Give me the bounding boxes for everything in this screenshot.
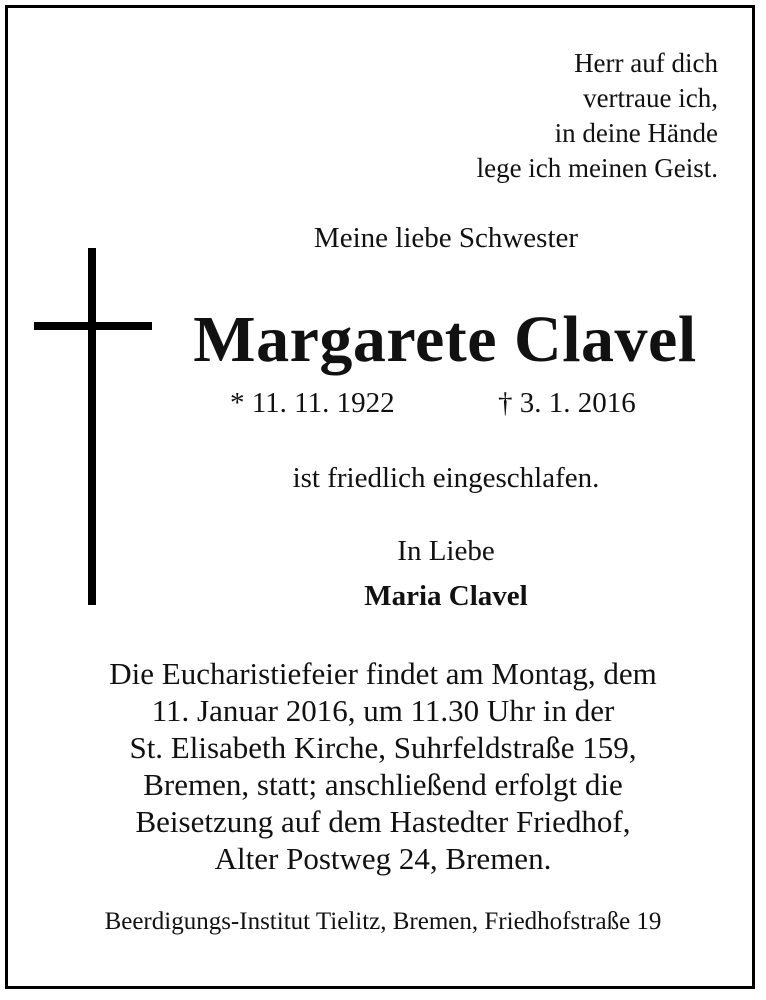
service-line: 11. Januar 2016, um 11.30 Uhr in der: [151, 693, 615, 728]
cross-icon-beam: [34, 322, 152, 330]
deceased-name: Margarete Clavel: [193, 303, 697, 376]
birth-date: * 11. 11. 1922: [230, 387, 395, 419]
service-line: Beisetzung auf dem Hastedter Friedhof,: [135, 804, 631, 839]
service-line: Alter Postweg 24, Bremen.: [214, 841, 552, 876]
verse-line: lege ich meinen Geist.: [476, 153, 718, 183]
service-line: Bremen, statt; anschließend erfolgt die: [143, 767, 623, 802]
bible-verse: [477, 46, 718, 186]
intro-text: Meine liebe Schwester: [313, 222, 579, 254]
service-details: [8, 655, 758, 877]
verse-line: in deine Hände: [554, 118, 718, 148]
verse-line: Herr auf dich: [574, 48, 718, 78]
service-line: Die Eucharistiefeier findet am Montag, dem: [109, 656, 657, 691]
verse-line: vertraue ich,: [583, 83, 718, 113]
mourner-intro: In Liebe: [397, 535, 495, 567]
mourner-name: Maria Clavel: [364, 580, 528, 612]
service-line: St. Elisabeth Kirche, Suhrfeldstraße 159,: [129, 730, 637, 765]
funeral-home: Beerdigungs-Institut Tielitz, Bremen, Friedhofstraße 19: [104, 908, 662, 935]
death-date: † 3. 1. 2016: [498, 387, 636, 419]
passing-statement: ist friedlich eingeschlafen.: [292, 462, 600, 494]
cross-icon: [88, 248, 96, 605]
